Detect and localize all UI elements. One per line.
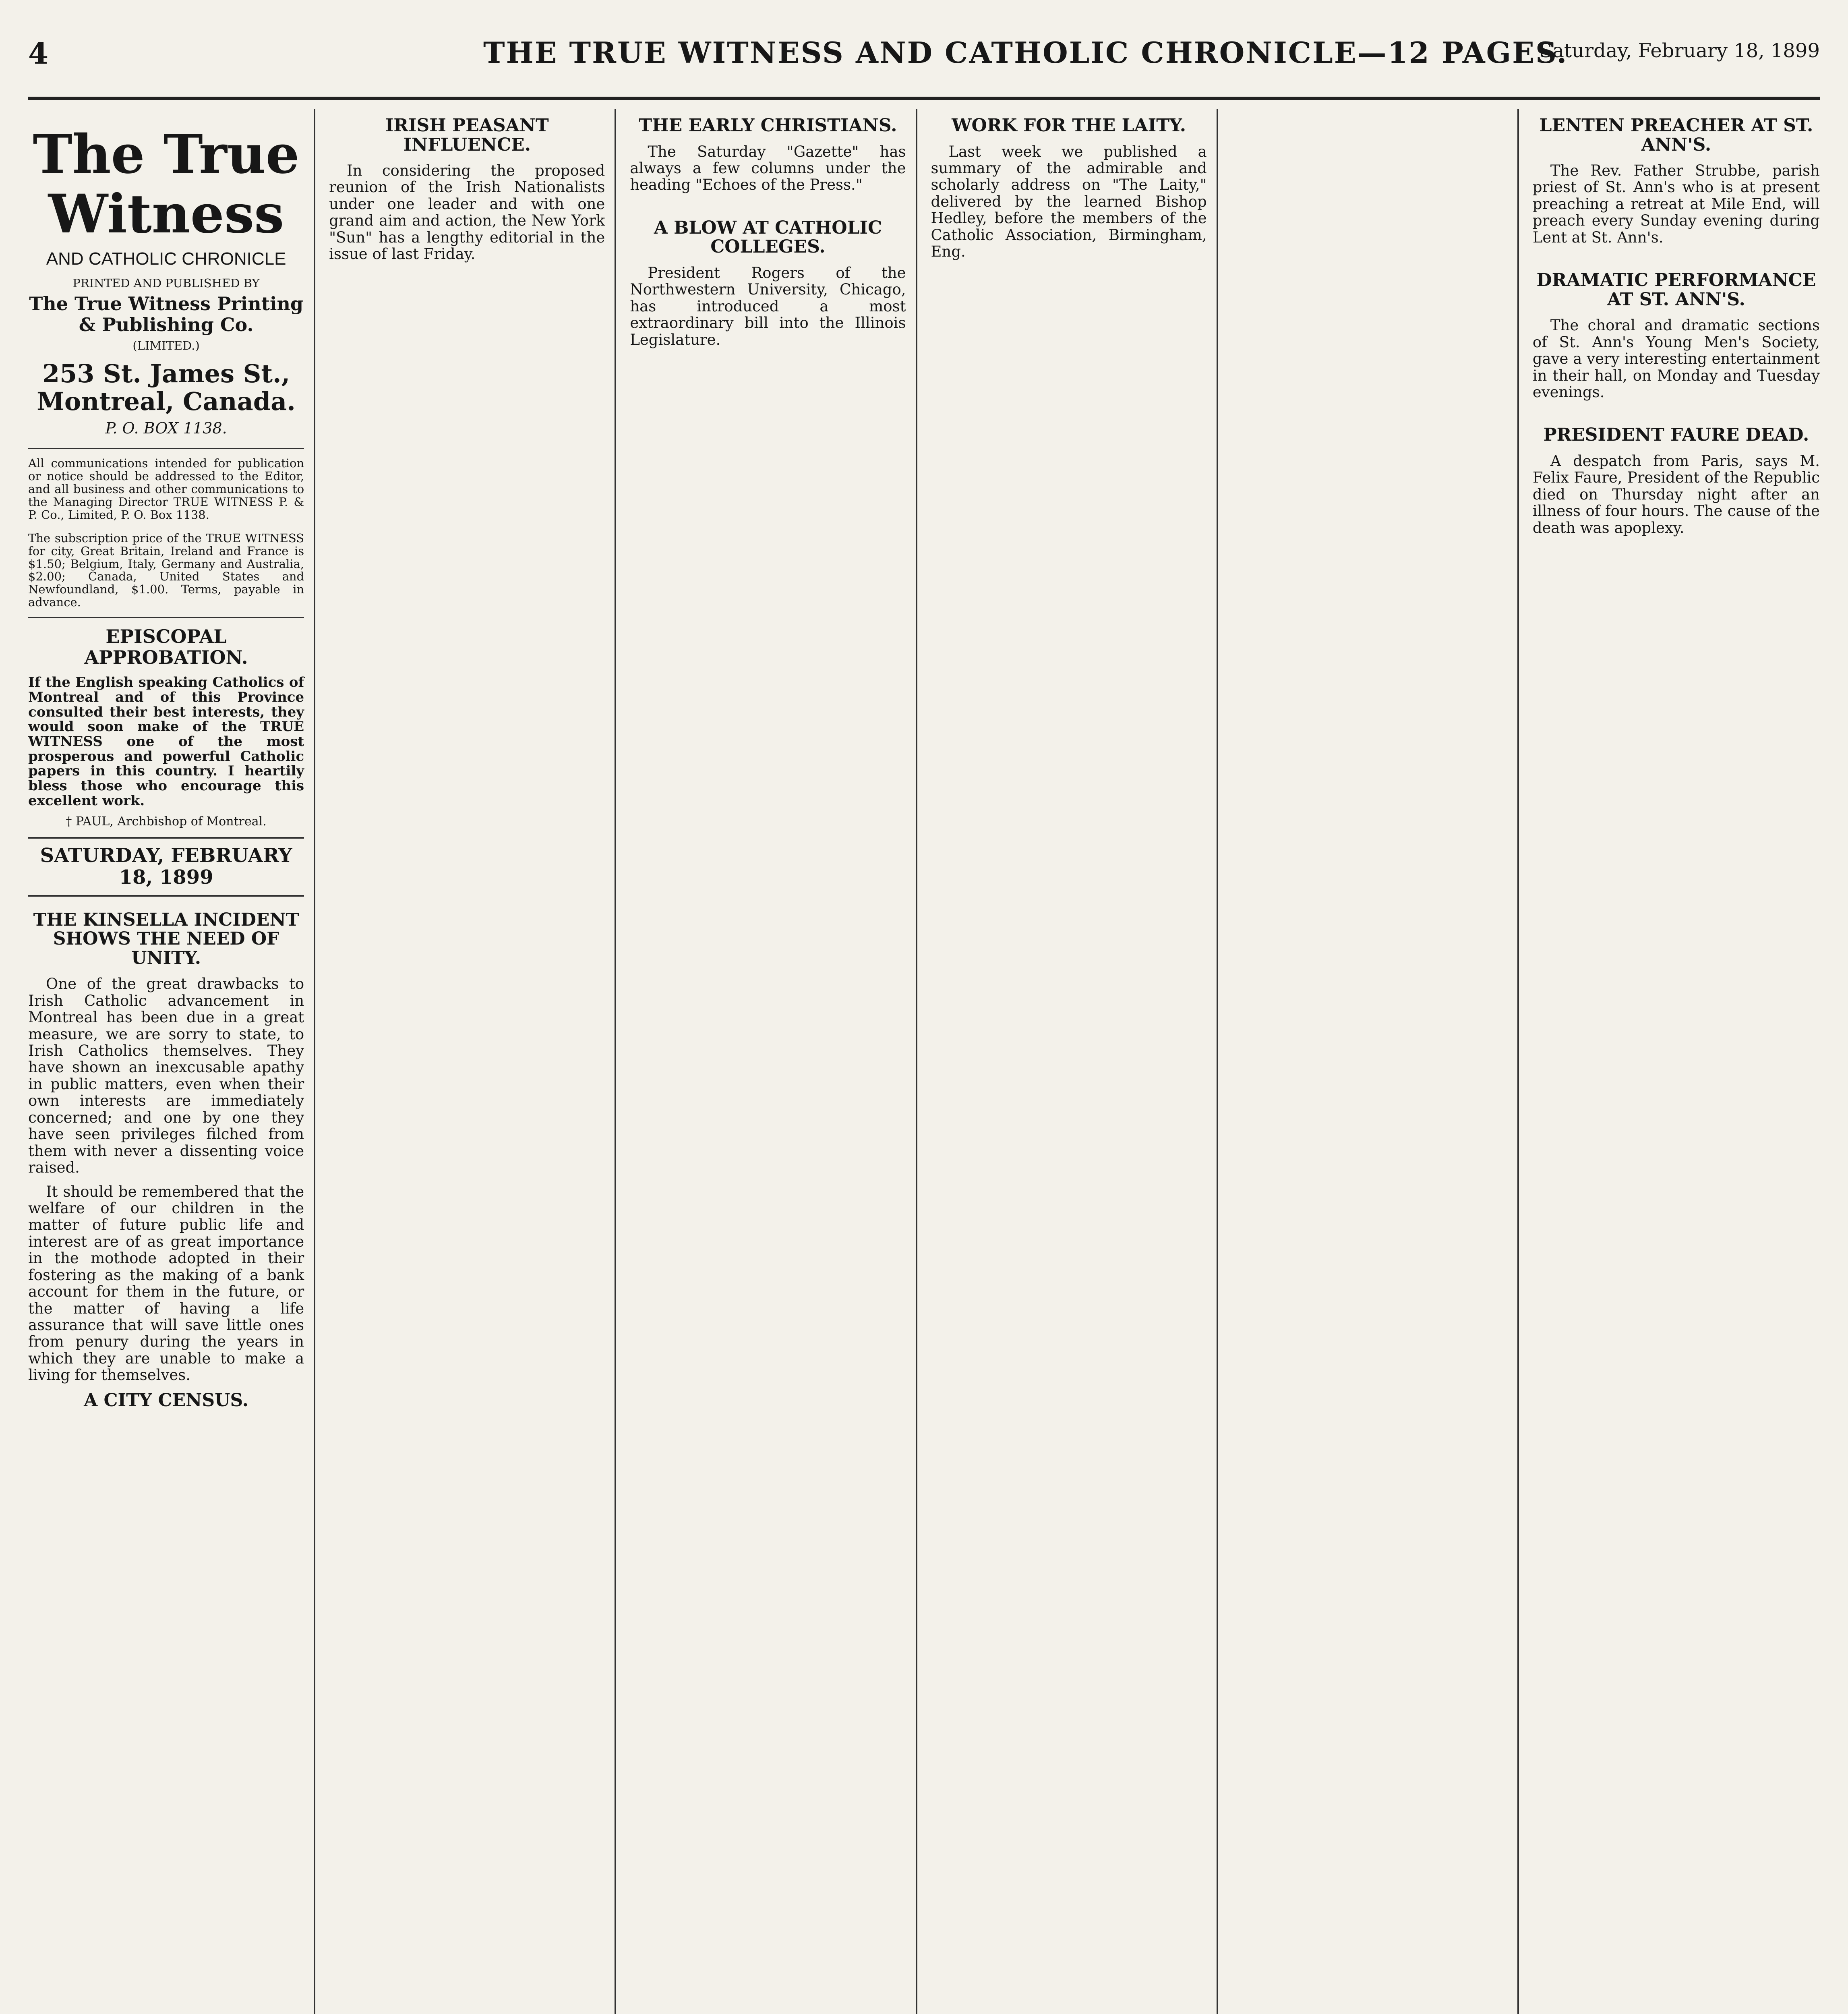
kinsella-paragraph-2: It should be remembered that the welfare of our children in the matter of future public life and interest are of as great importance in the mothode adopted in their fostering as the making of a bank account for them in the future, or the matter of having a life assurance that will save little ones from penury during the years in which they are unable to make a living for themselves. xyxy=(28,1183,304,1384)
kinsella-body xyxy=(28,976,304,1384)
dramatic-headline: DRAMATIC PERFORMANCE AT ST. ANN'S. xyxy=(1536,270,1816,310)
masthead-title: The True Witness xyxy=(33,123,300,245)
work-for-laity-paragraph-1: Last week we published a summary of the admirable and scholarly address on "The Laity," delivered by the learned Bishop Hedley, before the members of the Catholic Association, Birmingham, Eng. xyxy=(931,143,1207,261)
early-christians-paragraph-1: The Saturday "Gazette" has always a few columns under the heading "Echoes of the Press." xyxy=(630,143,906,194)
catholic-colleges-paragraph-1: President Rogers of the Northwestern University, Chicago, has introduced a most extraordinary bill into the Illinois Legislature. xyxy=(630,264,906,348)
faure-body xyxy=(1533,453,1820,536)
irish-peasant-body xyxy=(329,162,605,263)
header-date: Saturday, February 18, 1899 xyxy=(1539,39,1820,62)
printed-by: PRINTED AND PUBLISHED BY xyxy=(72,276,260,290)
early-christians-body xyxy=(630,143,906,193)
city-census-headline: A CITY CENSUS. xyxy=(84,1390,249,1411)
kinsella-headline: THE KINSELLA INCIDENT SHOWS THE NEED OF UNITY. xyxy=(33,909,299,968)
page-number: 4 xyxy=(28,36,49,70)
column-6 xyxy=(1533,109,1820,2014)
issue-date: SATURDAY, FEBRUARY 18, 1899 xyxy=(28,837,304,897)
faure-paragraph-1: A despatch from Paris, says M. Felix Faure, President of the Republic died on Thursday night after an illness of four hours. The cause of the death was apoplexy. xyxy=(1532,452,1820,537)
kinsella-paragraph-1: One of the great drawbacks to Irish Catholic advancement in Montreal has been due in a great measure, we are sorry to state, to Irish Catholics themselves. They have shown an inexcusable apathy in public matters, even when their own interests are immediately concerned; and one by one they have seen privileges filched from them with never a dissenting voice raised. xyxy=(28,975,304,1177)
subscription-notice: The subscription price of the TRUE WITNESS for city, Great Britain, Ireland and France is $1.50; Belgium, Italy, Germany and Australia, $2.00; Canada, United States and Newfoundland, $1.00. Terms, payable in advance. xyxy=(28,531,304,609)
running-head: THE TRUE WITNESS AND CATHOLIC CHRONICLE—12 PAGES. xyxy=(483,35,1568,70)
approval-text: If the English speaking Catholics of Montreal and of this Province consulted their best interests, they would soon make of the TRUE WITNESS one of the most prosperous and powerful Catholic papers in this country. I heartily bless those who encourage this excellent work. xyxy=(28,674,304,809)
column-5 xyxy=(1232,109,1519,2014)
dramatic-body xyxy=(1533,317,1820,400)
catholic-colleges-body xyxy=(630,265,906,348)
column-1 xyxy=(28,109,315,2014)
masthead-subtitle: AND CATHOLIC CHRONICLE xyxy=(46,249,286,269)
divider xyxy=(28,617,304,618)
lenten-preacher-body xyxy=(1533,162,1820,246)
publisher-name: The True Witness Printing & Publishing Co. xyxy=(29,293,304,336)
catholic-colleges-headline: A BLOW AT CATHOLIC COLLEGES. xyxy=(654,217,882,257)
column-3 xyxy=(630,109,917,2014)
dramatic-paragraph-1: The choral and dramatic sections of St. Ann's Young Men's Society, gave a very interesting entertainment in their hall, on Monday and Tuesday evenings. xyxy=(1532,317,1820,401)
irish-peasant-headline: IRISH PEASANT INFLUENCE. xyxy=(385,115,549,155)
publisher-address: 253 St. James St., Montreal, Canada. xyxy=(37,358,296,416)
faure-headline: PRESIDENT FAURE DEAD. xyxy=(1543,425,1809,445)
column-2 xyxy=(329,109,616,2014)
limited-label: (LIMITED.) xyxy=(132,339,200,353)
work-for-laity-headline: WORK FOR THE LAITY. xyxy=(952,115,1186,136)
early-christians-headline: THE EARLY CHRISTIANS. xyxy=(639,115,897,136)
top-header xyxy=(28,28,1820,100)
column-4 xyxy=(931,109,1218,2014)
po-box: P. O. BOX 1138. xyxy=(105,419,227,437)
approval-signature: † PAUL, Archbishop of Montreal. xyxy=(66,814,267,829)
communications-notice: All communications intended for publication or notice should be addressed to the Editor, and all business and other communications to the Managing Director TRUE WITNESS P. & P. Co., Limited, P. O. Box 1138. xyxy=(28,456,304,522)
lenten-preacher-paragraph-1: The Rev. Father Strubbe, parish priest of St. Ann's who is at present preaching a retreat at Mile End, will preach every Sunday evening during Lent at St. Ann's. xyxy=(1532,162,1820,246)
approval-title: EPISCOPAL APPROBATION. xyxy=(84,626,248,668)
divider xyxy=(28,448,304,449)
irish-peasant-paragraph-1: In considering the proposed reunion of the Irish Nationalists under one leader and with one grand aim and action, the New York "Sun" has a lengthy editorial in the issue of last Friday. xyxy=(329,162,605,263)
article-columns xyxy=(28,109,1820,2014)
work-for-laity-body xyxy=(931,143,1207,260)
lenten-preacher-headline: LENTEN PREACHER AT ST. ANN'S. xyxy=(1539,115,1813,155)
